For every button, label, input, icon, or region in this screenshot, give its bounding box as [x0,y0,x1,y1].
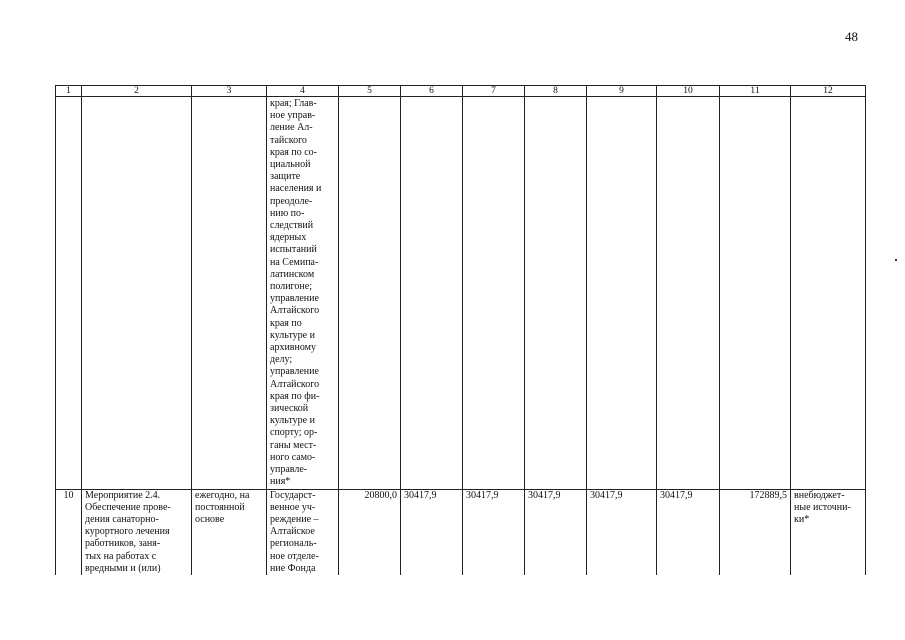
header-col-9: 9 [587,86,657,97]
cell-empty [791,97,866,490]
cell-empty [720,97,791,490]
row-number: 10 [56,489,82,575]
header-col-4: 4 [267,86,339,97]
table-row-10 [56,489,866,575]
header-col-6: 6 [401,86,463,97]
cell-empty [587,97,657,490]
header-col-11: 11 [720,86,791,97]
value-col-9: 30417,9 [587,489,657,575]
value-col-5: 20800,0 [339,489,401,575]
header-col-12: 12 [791,86,866,97]
header-col-7: 7 [463,86,525,97]
page-number: 48 [845,29,858,44]
measure-name: Мероприятие 2.4. Обеспечение прове- дения санаторно- курортного лечения работников, заня- тых на работах с вредными и (или) [82,489,192,575]
header-col-5: 5 [339,86,401,97]
executor-continuation: края; Глав- ное управ- ление Ал- тайского края по со- циальной защите населения и преодоле- нию по- следствий ядерных испытаний на Семипа- латинском полигоне; управление Алтайского края по культуре и архивному делу; управление Алтайского края по фи- зической культуре и спорту; ор- ганы мест- ного само- управле- ния* [267,97,339,490]
cell-empty [192,97,267,490]
table-row-continuation [56,97,866,490]
header-col-10: 10 [657,86,720,97]
header-col-8: 8 [525,86,587,97]
value-col-8: 30417,9 [525,489,587,575]
cell-empty [82,97,192,490]
executor: Государст- венное уч- реждение – Алтайское региональ- ное отделе- ние Фонда [267,489,339,575]
cell-empty [56,97,82,490]
header-col-3: 3 [192,86,267,97]
cell-empty [525,97,587,490]
cell-empty [463,97,525,490]
value-col-10: 30417,9 [657,489,720,575]
value-col-6: 30417,9 [401,489,463,575]
value-col-11: 172889,5 [720,489,791,575]
measures-table [55,85,866,575]
period: ежегодно, на постоянной основе [192,489,267,575]
header-col-2: 2 [82,86,192,97]
value-col-7: 30417,9 [463,489,525,575]
cell-empty [657,97,720,490]
cell-empty [401,97,463,490]
header-row [56,86,866,97]
header-col-1: 1 [56,86,82,97]
funding-source: внебюджет- ные источни- ки* [791,489,866,575]
scan-speck [895,259,897,261]
cell-empty [339,97,401,490]
